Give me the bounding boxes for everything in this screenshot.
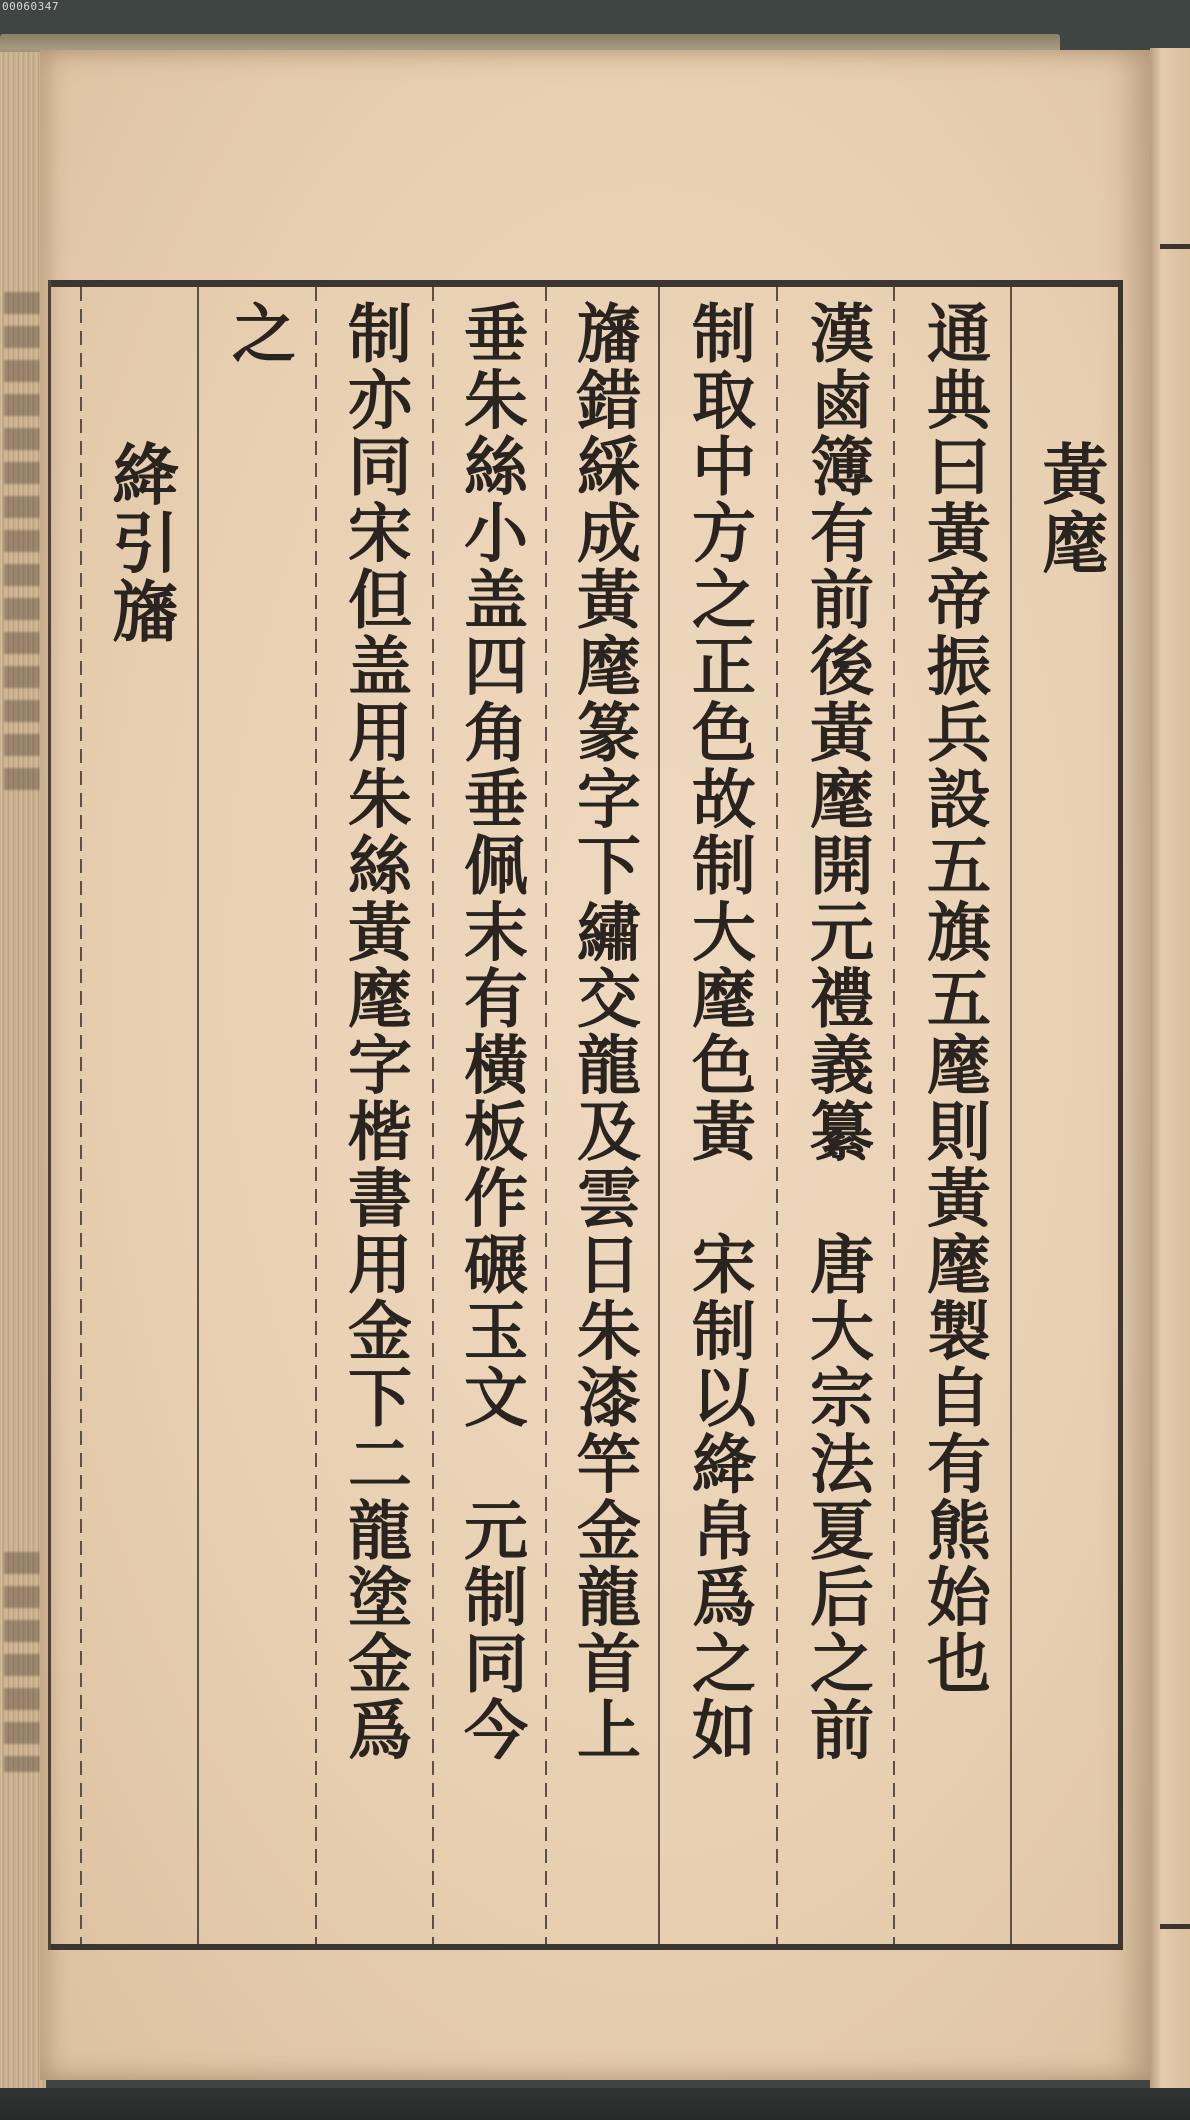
bleed-through-text xyxy=(4,292,40,792)
right-page-rule-bottom xyxy=(1160,1924,1190,1929)
frame-right-rule xyxy=(1118,280,1123,1950)
frame-top-rule xyxy=(48,280,1122,287)
bottom-shadow xyxy=(0,2088,1190,2120)
text-column-5: 垂朱絲小盖四角垂佩末有橫板作碾玉文 元制同今 xyxy=(453,300,528,1763)
bleed-through-text-lower xyxy=(4,1552,40,1772)
column-divider xyxy=(776,287,778,1944)
section-heading-jiangyinfan: 絳引旛 xyxy=(101,440,179,646)
scan-id-label: 00060347 xyxy=(2,0,59,13)
text-column-7: 之 xyxy=(221,300,296,367)
right-page-rule-top xyxy=(1160,244,1190,249)
frame-left-rule xyxy=(48,280,51,1950)
column-divider xyxy=(545,287,547,1944)
column-divider xyxy=(658,287,660,1944)
column-divider xyxy=(1010,287,1012,1944)
column-divider xyxy=(432,287,434,1944)
frame-bottom-rule xyxy=(48,1944,1122,1950)
right-page-edge xyxy=(1150,48,1190,2108)
section-heading-huanghui: 黃麾 xyxy=(1031,440,1109,577)
column-divider xyxy=(197,287,199,1944)
column-divider xyxy=(893,287,895,1944)
text-column-6: 制亦同宋但盖用朱絲黃麾字楷書用金下二龍塗金爲 xyxy=(337,300,412,1763)
column-divider xyxy=(80,287,82,1944)
text-column-2: 漢鹵簿有前後黃麾開元禮義纂 唐大宗法夏后之前 xyxy=(799,300,874,1763)
text-column-4: 旛錯綵成黃麾篆字下繡交龍及雲日朱漆竿金龍首上 xyxy=(566,300,641,1763)
column-divider xyxy=(315,287,317,1944)
text-column-3: 制取中方之正色故制大麾色黃 宋制以絳帛爲之如 xyxy=(681,300,756,1763)
text-column-1: 通典曰黃帝振兵設五旗五麾則黃麾製自有熊始也 xyxy=(916,300,991,1697)
